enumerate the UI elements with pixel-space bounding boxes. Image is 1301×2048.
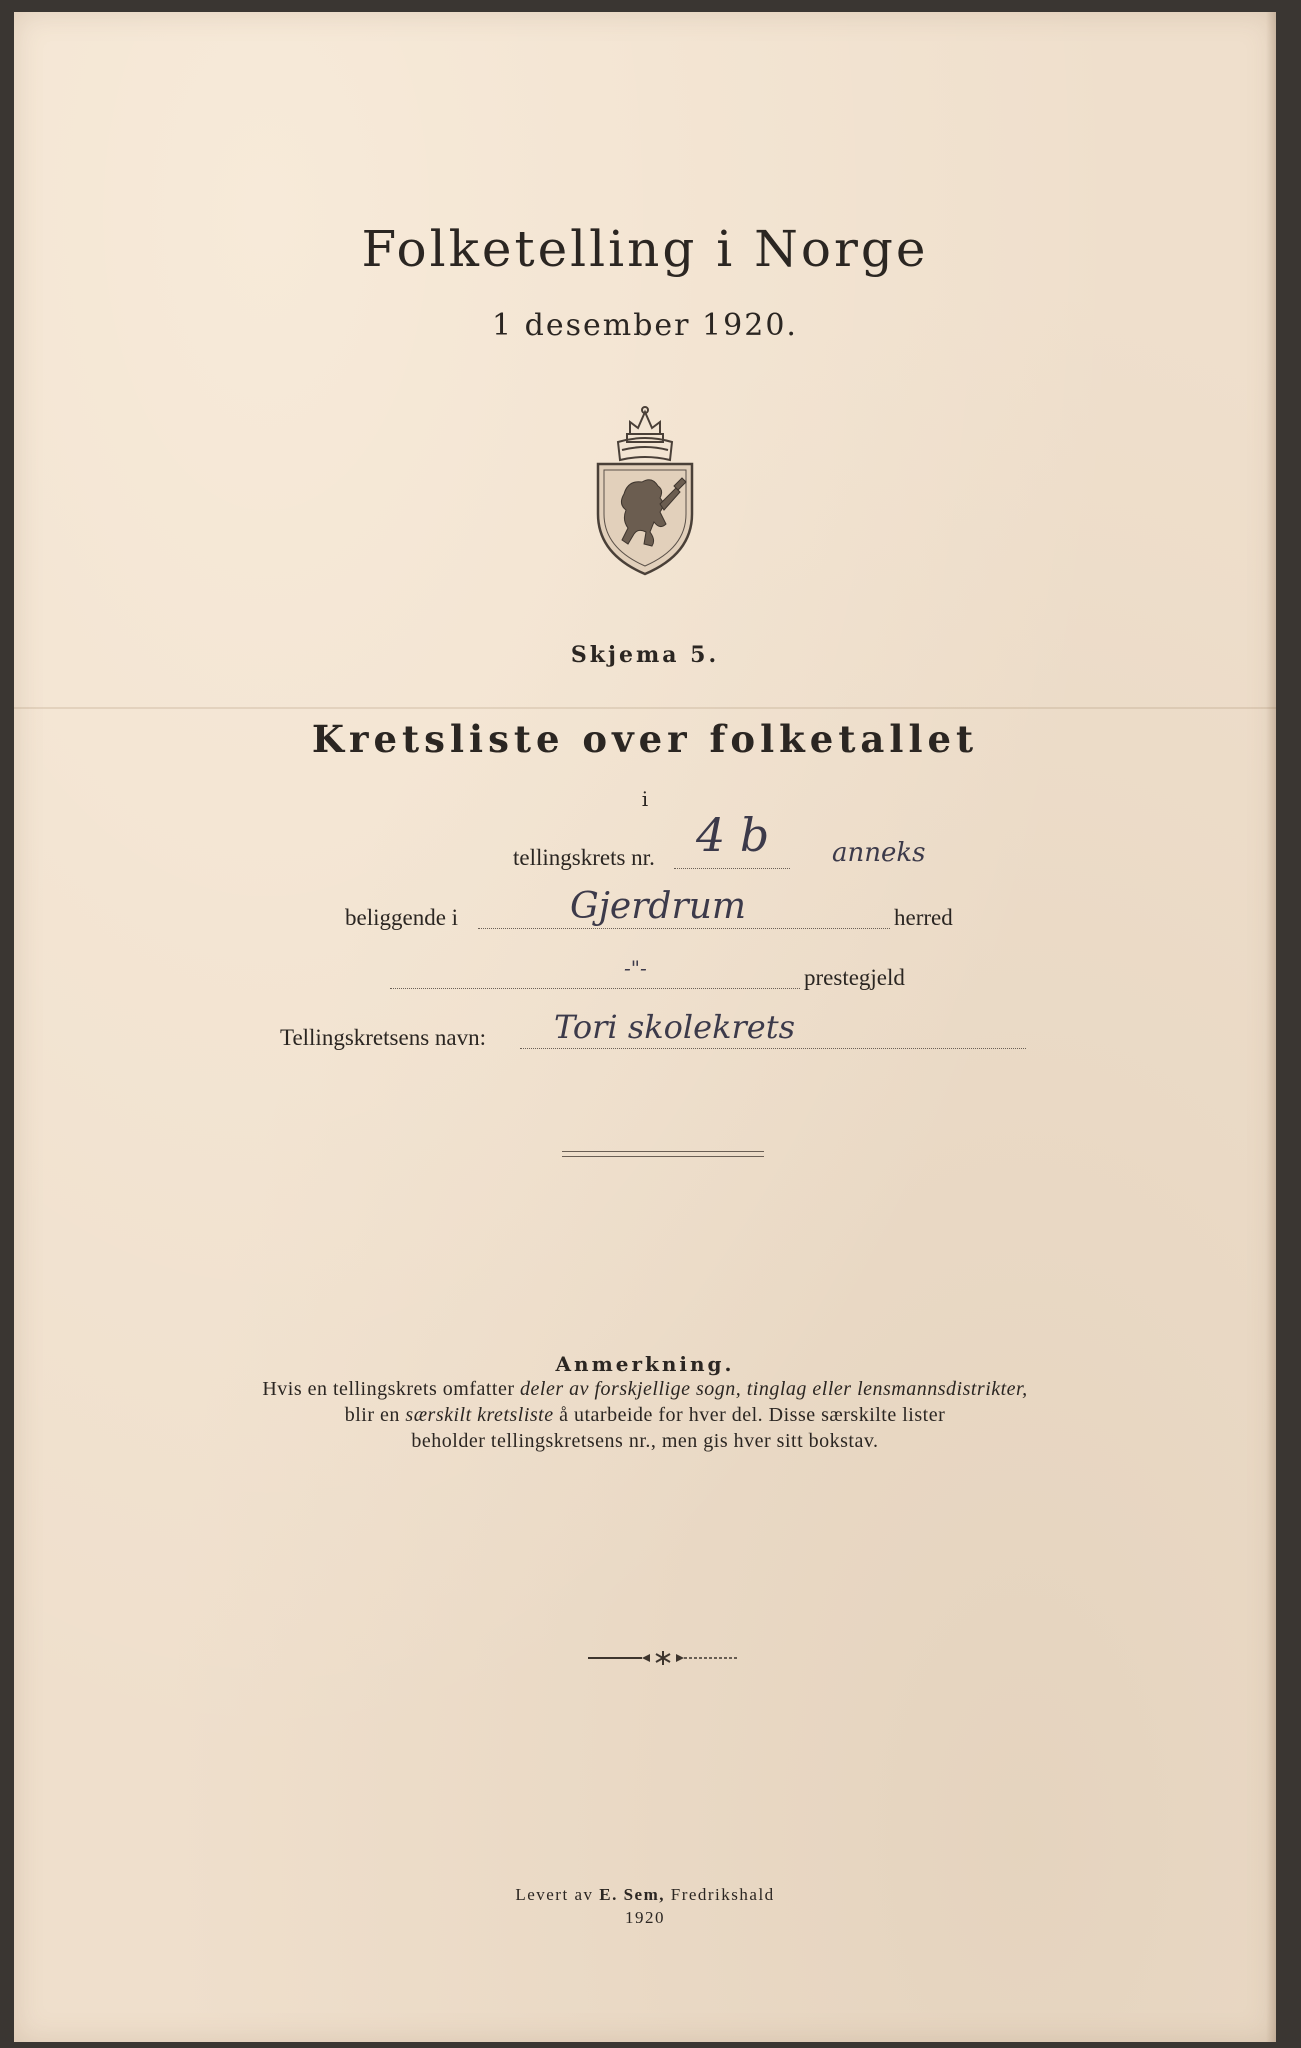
district-name-value: Tori skolekrets: [554, 1008, 795, 1046]
district-number-label: tellingskrets nr.: [513, 845, 655, 870]
census-date: 1 desember 1920.: [492, 308, 798, 343]
district-name-line: [520, 1048, 1026, 1049]
municipality-suffix: herred: [894, 905, 953, 930]
remark-line-2-suffix: å utarbeide for hver del. Disse særskilte lister: [559, 1404, 946, 1426]
remark-line-2-italic: særskilt kretsliste: [405, 1404, 554, 1426]
remark-line-3: beholder tellingskretsens nr., men gis hver sitt bokstav.: [411, 1430, 879, 1452]
municipality-line: [478, 928, 890, 929]
printer-line: [14, 1885, 1276, 1905]
supplied-by-label: Levert av: [515, 1885, 594, 1904]
section-divider: [562, 1151, 764, 1157]
preposition-label: i: [641, 787, 649, 811]
page-title: Folketelling i Norge: [361, 220, 929, 278]
paper-fold: [14, 707, 1276, 709]
municipality-prefix: beliggende i: [345, 905, 459, 930]
district-name-label: Tellingskretsens navn:: [280, 1025, 486, 1050]
remark-line-1-prefix: Hvis en tellingskrets omfatter: [262, 1378, 515, 1400]
district-number-line: [674, 868, 790, 869]
norwegian-coat-of-arms-icon: [594, 404, 696, 576]
parish-line: [390, 988, 800, 989]
form-heading: Kretsliste over folketallet: [311, 717, 979, 761]
printer-place: Fredrikshald: [670, 1885, 775, 1904]
census-form-page: [14, 12, 1276, 2042]
printer-name: E. Sem,: [599, 1885, 665, 1904]
district-number-value: 4 b: [696, 808, 770, 862]
printer-year: 1920: [625, 1908, 665, 1927]
remark-line-1-italic: deler av forskjellige sogn, tinglag eller lensmannsdistrikter,: [520, 1378, 1028, 1400]
schema-number: Skjema 5.: [570, 642, 720, 668]
remark-line-2: [14, 1404, 1276, 1427]
ornament-divider-icon: [586, 1650, 740, 1666]
municipality-value: Gjerdrum: [570, 886, 747, 927]
district-number-note: anneks: [832, 838, 926, 868]
parish-value: -"-: [624, 956, 647, 980]
remark-line-2-prefix: blir en: [344, 1404, 400, 1426]
parish-suffix: prestegjeld: [804, 965, 905, 990]
remark-title: Anmerkning.: [555, 1352, 735, 1376]
remark-line-1: [14, 1378, 1276, 1401]
